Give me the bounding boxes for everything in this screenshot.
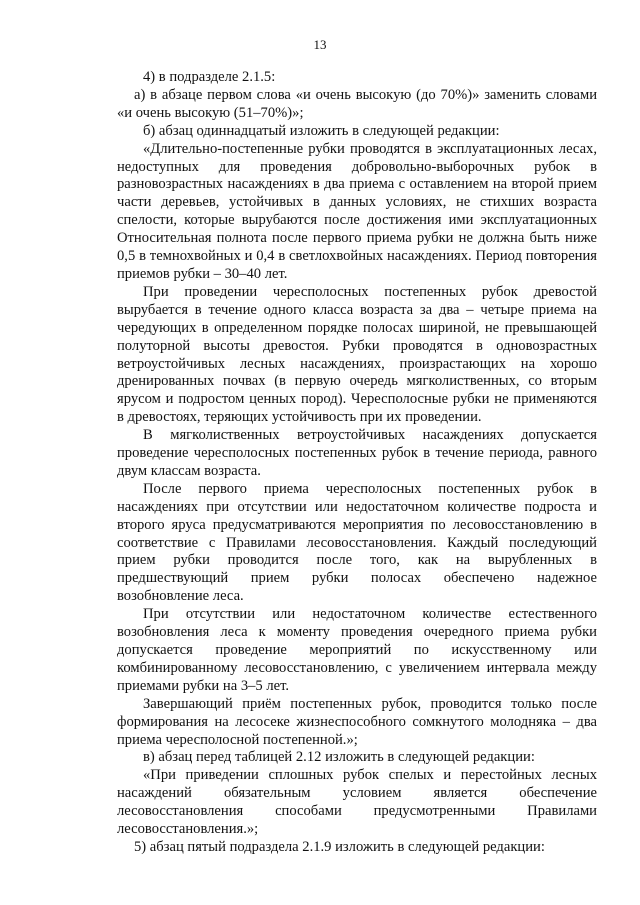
paragraph-after-first-stage: После первого приема чересполосных постепенных рубок в насаждениях при отсутствии или недостаточном количестве подроста и второго яруса предусматриваются мероприятия по лесовосстановлению в соответствие с Правилами лесовосстановления. Каждый последующий прием рубки проводится после того, как на вырубленных в предшествующий прием рубки полосах обеспечено надежное возобновление леса. — [117, 480, 597, 605]
paragraph-insufficient-regeneration: При отсутствии или недостаточном количестве естественного возобновления леса к моменту проведения очередного приема рубки допускается проведение мероприятий по искусственному или комбинированному лесовосстановлению, с увеличением интервала между приемами рубки на 3–5 лет. — [117, 606, 597, 694]
paragraph-item-5: 5) абзац пятый подраздела 2.1.9 изложить в следующей редакции: — [134, 838, 545, 855]
paragraph-strip-cuttings: При проведении чересполосных постепенных рубок древостой вырубается в течение одного класса возраста за два – четыре приема на чередующих в определенном порядке полосах шириной, не превышающей полуторной высоты древостоя. Рубки проводятся в одновозрастных ветроустойчивых лесных насаждениях, произрастающих на хорошо дренированных почвах (в первую очередь мягколиственных, со вторым ярусом и подростом ценных пород). Чересполосные рубки не применяются в древостоях, теряющих устойчивость при их проведении. — [117, 283, 597, 426]
document-body — [117, 69, 597, 857]
page-number: 13 — [313, 37, 327, 52]
paragraph-item-v: в) абзац перед таблицей 2.12 изложить в следующей редакции: — [143, 749, 535, 766]
paragraph-item-b: б) абзац одиннадцатый изложить в следующей редакции: — [143, 122, 500, 139]
paragraph-item-a: а) в абзаце первом слова «и очень высокую (до 70%)» заменить словами «и очень высокую (51–70%)»; — [117, 86, 597, 121]
paragraph-long-gradual-cuttings: «Длительно-постепенные рубки проводятся в эксплуатационных лесах, недоступных для проведения добровольно-выборочных рубок в разновозрастных насаждениях в два приема с оставлением на второй прием части деревьев, устойчивых в данных условиях, не стихших возраста спелости, которые вырубаются после достижения ими эксплуатационных Относительная полнота после первого приема рубки не должна быть ниже 0,5 в темнохвойных и 0,4 в светлохвойных насаждениях. Период повторения приемов рубки – 30–40 лет. — [117, 140, 597, 282]
paragraph-clear-cuttings: «При приведении сплошных рубок спелых и перестойных лесных насаждений обязательным условием является обеспечение лесовосстановления способами предусмотренными Правилами лесовосстановления.»; — [117, 767, 597, 838]
paragraph-subsection-heading: 4) в подразделе 2.1.5: — [143, 69, 276, 85]
paragraph-softwood-stands: В мягколиственных ветроустойчивых насаждениях допускается проведение чересполосных постепенных рубок в течение периода, равного двум классам возраста. — [117, 427, 597, 479]
paragraph-final-stage: Завершающий приём постепенных рубок, проводится только после формирования на лесосеке жизнеспособного сомкнутого молодняка – два приема чересполосной постепенной.»; — [117, 695, 597, 748]
